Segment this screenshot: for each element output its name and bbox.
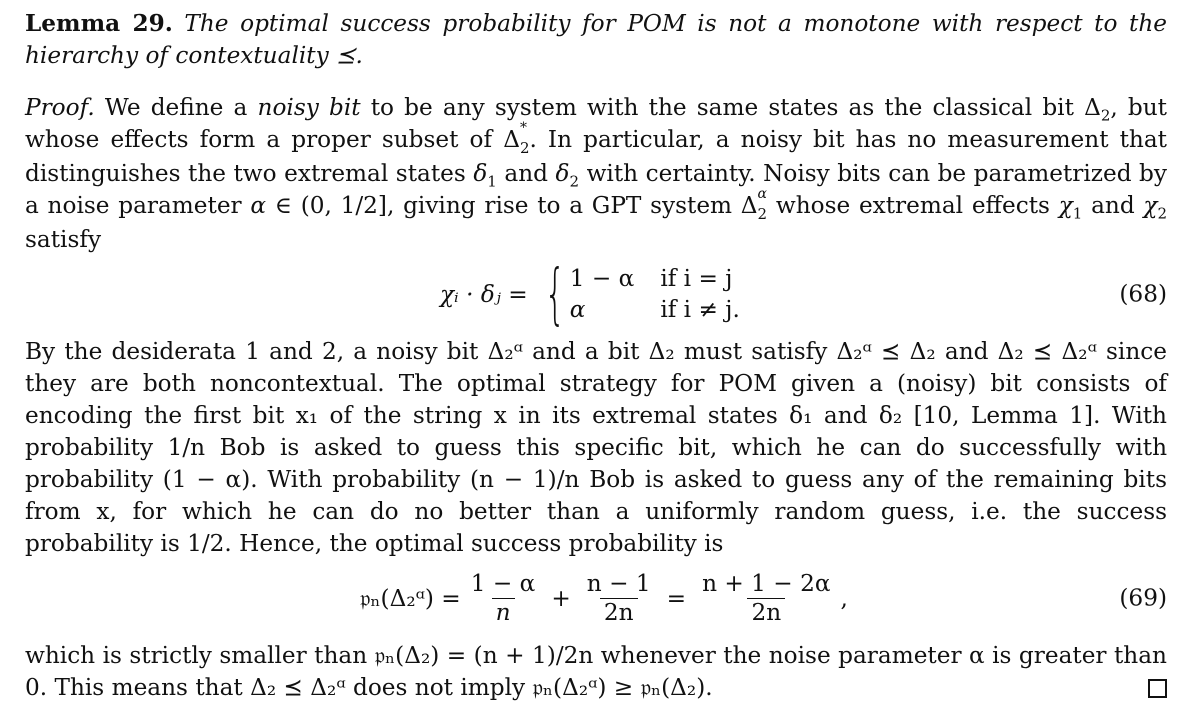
noisy-bit-term: noisy bit	[257, 94, 361, 121]
eq69-lhs: 𝔭ₙ(Δ₂ᵅ) =	[360, 584, 461, 612]
eq69-comma: ,	[840, 584, 848, 612]
proof-paragraph-1	[25, 92, 1167, 256]
proof-paragraph-3: which is strictly smaller than 𝔭ₙ(Δ₂) = (n + 1)/2n whenever the noise parameter α is greater than 0. This means that Δ₂ ⪯ Δ₂ᵅ does not imply 𝔭ₙ(Δ₂ᵅ) ≥ 𝔭ₙ(Δ₂).	[25, 642, 1167, 701]
proof-text: and	[504, 160, 548, 187]
proof-text: We define a	[104, 94, 248, 121]
eq69-fraction-3: $\frac{n + 1 - 2\alpha}{2n}$	[702, 569, 831, 626]
eq68-lhs: χᵢ · δⱼ =	[440, 280, 528, 308]
lemma-statement: The optimal success probability for POM is not a monotone with respect to the hierarchy of contextuality ⪯.	[25, 10, 1167, 69]
math-chi2: $\chi_2$	[1143, 192, 1168, 223]
math-delta1: $\delta_1$	[473, 160, 497, 191]
equation-68	[25, 255, 1167, 332]
equation-69	[25, 562, 1167, 634]
proof-text: , but whose effects form a proper subset of	[25, 94, 1167, 153]
lemma-block	[25, 8, 1167, 72]
left-brace-icon: {	[544, 255, 566, 332]
proof-text: to be any system with the same states as the classical bit	[370, 94, 1074, 121]
math-chi1: $\chi_1$	[1058, 192, 1083, 223]
proof-text: and	[1091, 192, 1135, 219]
lemma-label: Lemma 29.	[25, 10, 173, 37]
eq69-fraction-1: $\frac{1 - \alpha}{n}$	[470, 569, 536, 626]
math-alpha-range: α ∈ (0, 1/2]	[250, 192, 387, 219]
proof-text: satisfy	[25, 226, 102, 253]
proof-text: with certainty. Noisy bits can be parametrized by a noise parameter	[25, 160, 1167, 219]
math-delta2-state: $\delta_2$	[555, 160, 580, 191]
proof-paragraph-2: By the desiderata 1 and 2, a noisy bit Δ₂ᵅ and a bit Δ₂ must satisfy Δ₂ᵅ ⪯ Δ₂ and Δ₂ ⪯ Δ₂ᵅ since they are both noncontextual. The optimal strategy for POM given a (noisy) bit consists of encoding the first bit x₁ of the string x in its extremal states δ₁ and δ₂ [10, Lemma 1]. With probability 1/n Bob is asked to guess this specific bit, which he can do successfully with probability (1 − α). With probability (n − 1)/n Bob is asked to guess any of the remaining bits from x, for which he can do no better than a uniformly random guess, i.e. the success probability is 1/2. Hence, the optimal success probability is	[25, 338, 1167, 557]
eq68-case2-value: α	[569, 296, 586, 323]
eq68-case2-condition: if i ≠ j.	[660, 296, 740, 323]
proof-text: . In particular, a noisy bit has no measurement that distinguishes the two extremal states	[25, 126, 1167, 187]
eq69-fraction-2: $\frac{n - 1}{2n}$	[586, 569, 651, 626]
eq68-case1-value: 1 − α	[569, 265, 635, 292]
proof-text: , giving rise to a GPT system	[386, 192, 733, 219]
eq69-plus: +	[551, 584, 571, 612]
equation-number-69: (69)	[1119, 584, 1167, 612]
paper-page	[25, 8, 1167, 704]
math-delta2-alpha: Δ α $_2$	[740, 186, 768, 223]
qed-square-icon	[1148, 679, 1167, 698]
proof-label: Proof.	[25, 94, 95, 121]
proof-text: whose extremal effects	[775, 192, 1050, 219]
eq69-equals: =	[666, 584, 687, 612]
equation-number-68: (68)	[1119, 280, 1167, 308]
math-delta2-star: Δ * $_2$	[503, 120, 530, 157]
math-delta2: $\Delta_2$	[1084, 94, 1111, 125]
eq68-case1-condition: if i = j	[660, 265, 733, 292]
